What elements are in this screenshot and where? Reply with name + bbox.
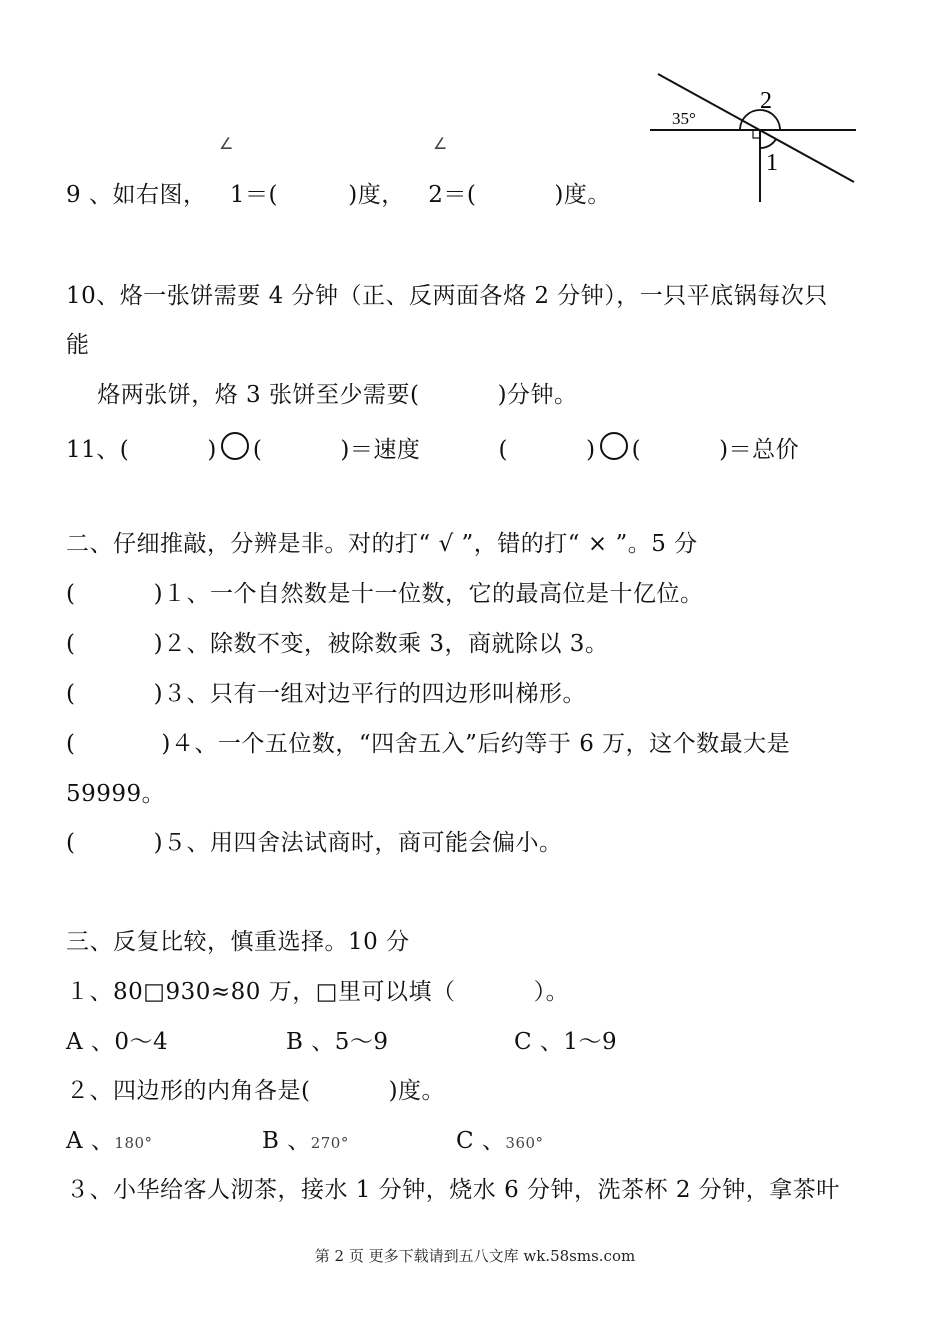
choice-1-option-b: B 、5～9 [286,1029,389,1055]
question-11-part-3: ( )＝总价 [631,437,800,463]
diagonal-line [658,74,854,182]
choice-question-3: ３、小华给客人沏茶，接水 1 分钟，烧水 6 分钟，洗茶杯 2 分钟，拿茶叶 [66,1177,840,1203]
tf-item-5: ( )５、用四舍法试商时，商可能会偏小。 [66,830,563,856]
angle-arc-1 [760,139,776,148]
tf-item-1: ( )１、一个自然数是十一位数，它的最高位是十亿位。 [66,581,704,607]
section-3-title: 三、反复比较，慎重选择。10 分 [66,929,410,955]
choice-2-option-c: C 、360° [456,1128,544,1154]
operator-circle-icon [600,432,628,460]
angle-label-35: 35° [672,109,696,128]
angle-symbol-2: ∠ [433,134,448,153]
tf-item-4: ( )４、一个五位数，“四舍五入”后约等于 6 万，这个数最大是 [66,731,791,757]
page-footer: 第 2 页 更多下载请到五八文库 wk.58sms.com [314,1247,636,1265]
choice-2-option-b: B 、270° [262,1128,349,1154]
choice-2-option-a: A 、180° [66,1128,153,1154]
operator-circle-icon [221,432,249,460]
question-10-line-2: 能 [66,332,90,358]
angle-symbol-1: ∠ [219,134,234,153]
section-2-title: 二、仔细推敲，分辨是非。对的打“ √ ”，错的打“ × ”。5 分 [66,531,698,557]
tf-item-4-continued: 59999。 [66,781,166,807]
right-angle-mark [753,130,760,138]
tf-item-3: ( )３、只有一组对边平行的四边形叫梯形。 [66,681,587,707]
question-10-line-1: 10、烙一张饼需要 4 分钟（正、反两面各烙 2 分钟），一只平底锅每次只 [66,283,828,309]
angle-label-2: 2 [760,88,772,114]
choice-1-option-a: A 、0～4 [66,1029,169,1055]
choice-question-1: １、80□930≈80 万，□里可以填（ ）。 [66,979,570,1005]
tf-item-2: ( )２、除数不变，被除数乘 3，商就除以 3。 [66,631,609,657]
question-11-part-1: 11、( ) [66,437,217,463]
choice-1-option-c: C 、1～9 [514,1029,618,1055]
angle-figure [640,62,880,212]
question-9: 9 、如右图， 1＝( )度， 2＝( )度。 [66,182,611,208]
question-11 [66,432,799,465]
question-10-line-3: 烙两张饼，烙 3 张饼至少需要( )分钟。 [66,382,578,408]
angle-label-1: 1 [766,150,778,176]
choice-question-2: ２、四边形的内角各是( )度。 [66,1078,446,1104]
question-11-part-2: ( )＝速度 ( ) [252,437,596,463]
